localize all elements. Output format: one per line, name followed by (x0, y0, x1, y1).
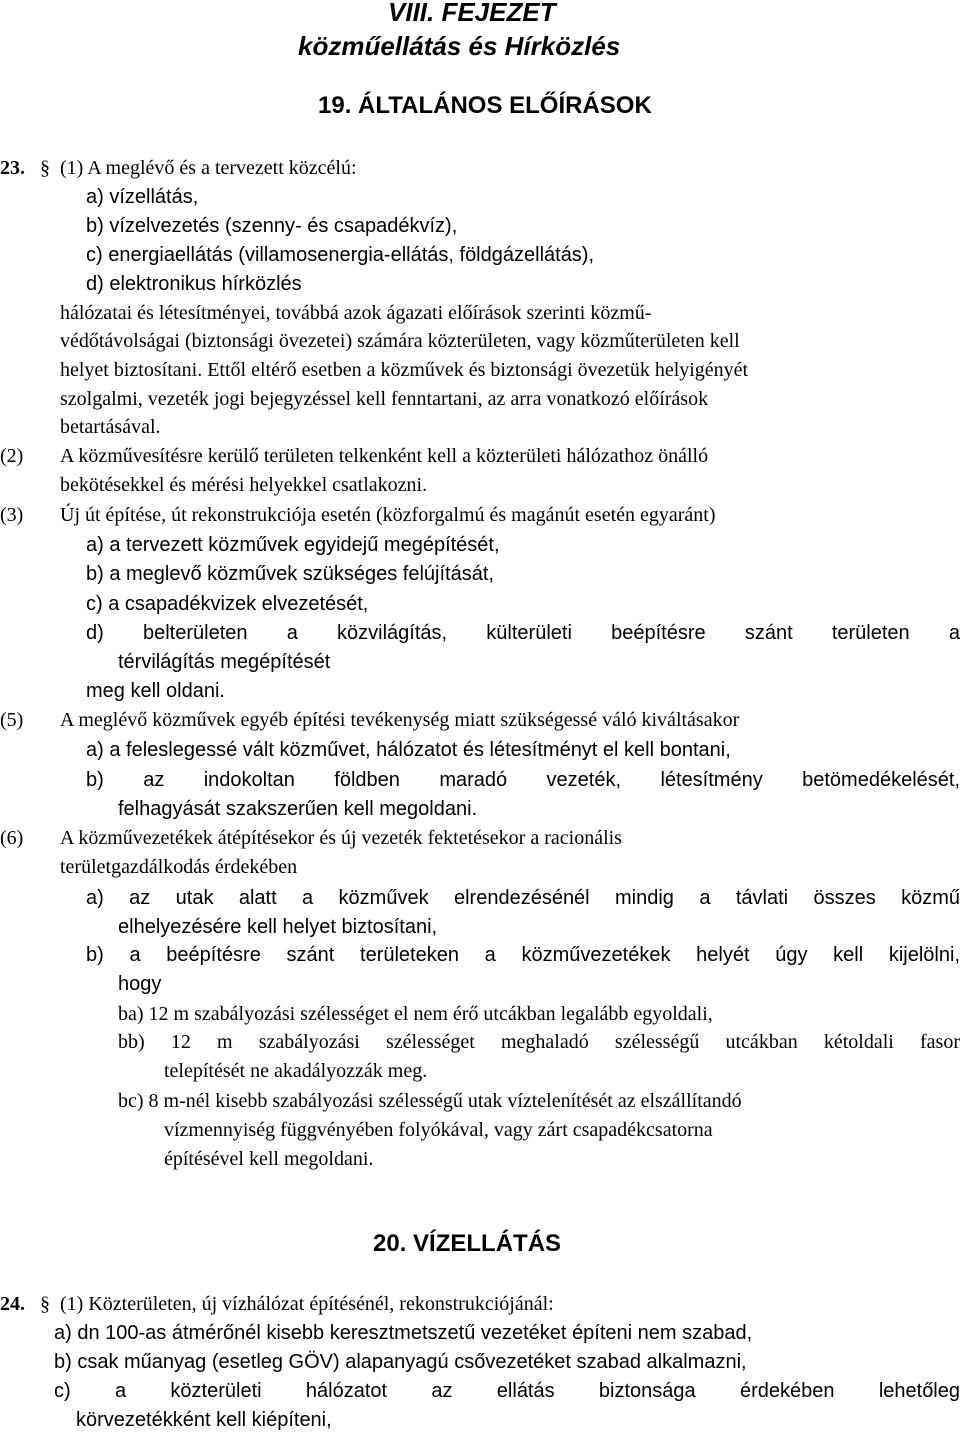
paragraph-23-number: 23. (0, 157, 25, 179)
chapter-title: közműellátás és Hírközlés (298, 31, 621, 61)
p23-intro: (1) A meglévő és a tervezett közcélú: (60, 157, 357, 179)
para-3-item-d: d) belterületen a közvilágítás, külterületi beépítésre szánt területen a (86, 622, 960, 644)
para-6-item-b: b) a beépítésre szánt területeken a közművezetékek helyét úgy kell kijelölni, (86, 944, 960, 966)
para-6-item-b-cont: hogy (118, 973, 162, 995)
para-6-intro-line-1: A közművezetékek átépítésekor és új vezeték fektetésekor a racionális (60, 827, 622, 849)
para-6-subitem-ba: ba) 12 m szabályozási szélességet el nem érő utcákban legalább egyoldali, (118, 1003, 713, 1025)
para-3-number: (3) (0, 504, 24, 526)
para-3-intro: Új út építése, út rekonstrukciója esetén (közforgalmú és magánút esetén egyaránt) (60, 504, 716, 526)
p24-item-c: c) a közterületi hálózatot az ellátás biztonsága érdekében lehetőleg (54, 1380, 960, 1402)
para-6-number: (6) (0, 827, 24, 849)
para-3-closing: meg kell oldani. (86, 680, 225, 702)
para-5-item-a: a) a feleslegessé vált közművet, hálózatot és létesítményt el kell bontani, (86, 739, 731, 761)
p23-body-line-2: védőtávolságai (biztonsági övezetei) számára közterületen, vagy közműterületen kell (60, 330, 740, 352)
para-3-item-b: b) a meglevő közművek szükséges felújítását, (86, 563, 494, 585)
p24-item-b: b) csak műanyag (esetleg GÖV) alapanyagú csővezetéket szabad alkalmazni, (54, 1351, 747, 1373)
para-5-number: (5) (0, 709, 24, 731)
p23-item-d: d) elektronikus hírközlés (86, 273, 302, 295)
p23-body-line-1: hálózatai és létesítményei, továbbá azok ágazati előírások szerinti közmű- (60, 302, 652, 324)
para-5-item-b-cont: felhagyását szakszerűen kell megoldani. (118, 798, 478, 820)
para-3-item-d-cont: térvilágítás megépítését (118, 651, 331, 673)
para-6-subitem-bb-cont: telepítését ne akadályozzák meg. (164, 1060, 428, 1082)
para-3-item-c: c) a csapadékvizek elvezetését, (86, 593, 369, 615)
para-6-subitem-bc-cont-2: építésével kell megoldani. (164, 1148, 374, 1170)
para-2-line-1: A közművesítésre kerülő területen telkenként kell a közterületi hálózathoz önálló (60, 445, 709, 467)
section-sign: § (40, 157, 50, 179)
para-5-intro: A meglévő közművek egyéb építési tevékenység miatt szükségessé váló kiváltásakor (60, 709, 740, 731)
p23-body-line-5: betartásával. (60, 416, 161, 438)
p24-intro: (1) Közterületen, új vízhálózat építésénél, rekonstrukciójánál: (60, 1293, 554, 1315)
para-6-intro-line-2: területgazdálkodás érdekében (60, 856, 298, 878)
para-5-item-b: b) az indokoltan földben maradó vezeték, létesítmény betömedékelését, (86, 769, 960, 791)
para-2-line-2: bekötésekkel és mérési helyekkel csatlakozni. (60, 474, 428, 496)
paragraph-24-number: 24. (0, 1293, 25, 1315)
chapter-number: VIII. FEJEZET (388, 0, 556, 27)
p24-item-c-cont: körvezetékként kell kiépíteni, (76, 1409, 332, 1431)
para-6-subitem-bc-cont-1: vízmennyiség függvényében folyókával, vagy zárt csapadékcsatorna (164, 1119, 713, 1141)
p23-item-b: b) vízelvezetés (szenny- és csapadékvíz), (86, 215, 458, 237)
p23-body-line-3: helyet biztosítani. Ettől eltérő esetben a közművek és biztonsági övezetük helyigényét (60, 359, 749, 381)
para-2-number: (2) (0, 445, 24, 467)
p23-item-c: c) energiaellátás (villamosenergia-ellátás, földgázellátás), (86, 244, 595, 266)
para-3-item-a: a) a tervezett közművek egyidejű megépítését, (86, 534, 500, 556)
p23-item-a: a) vízellátás, (86, 186, 199, 208)
para-6-item-a: a) az utak alatt a közművek elrendezésénél mindig a távlati összes közmű (86, 887, 960, 909)
section-20-title: 20. VÍZELLÁTÁS (373, 1230, 562, 1257)
p23-body-line-4: szolgalmi, vezeték jogi bejegyzéssel kell fenntartani, az arra vonatkozó előírások (60, 388, 709, 410)
para-6-subitem-bc: bc) 8 m-nél kisebb szabályozási szélességű utak víztelenítését az elszállítandó (118, 1090, 742, 1112)
p24-item-a: a) dn 100-as átmérőnél kisebb keresztmetszetű vezetéket építeni nem szabad, (54, 1322, 753, 1344)
para-6-subitem-bb: bb) 12 m szabályozási szélességet meghaladó szélességű utcákban kétoldali fasor (118, 1031, 960, 1053)
section-19-title: 19. ÁLTALÁNOS ELŐÍRÁSOK (318, 92, 652, 119)
para-6-item-a-cont: elhelyezésére kell helyet biztosítani, (118, 916, 438, 938)
section-sign-24: § (40, 1293, 50, 1315)
